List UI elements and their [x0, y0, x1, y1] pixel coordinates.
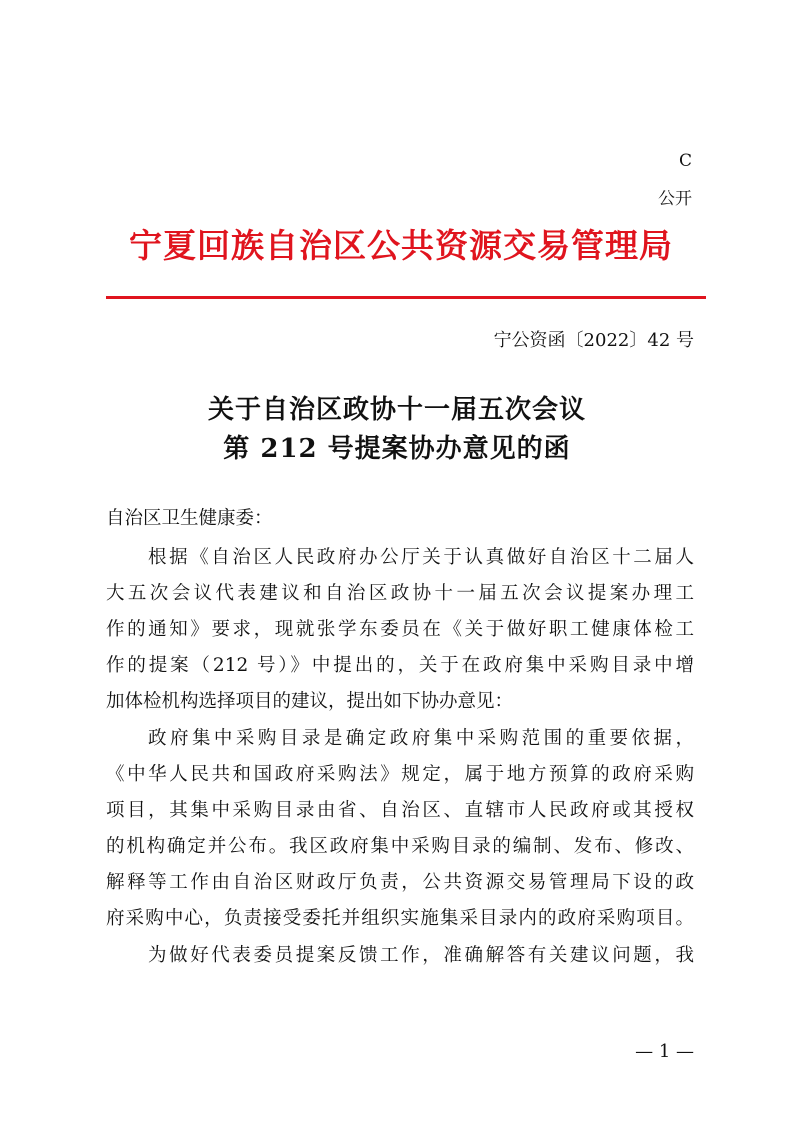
classification-level: C: [678, 151, 692, 171]
issuing-agency-header: 宁夏回族自治区公共资源交易管理局: [129, 226, 673, 265]
document-title-line-2: 第 212 号提案协办意见的函: [223, 434, 571, 464]
salutation: 自治区卫生健康委：: [106, 508, 273, 529]
paragraph-2-line-2: 《中华人民共和国政府采购法》规定，属于地方预算的政府采购: [106, 764, 694, 785]
paragraph-1-line-2: 大五次会议代表建议和自治区政协十一届五次会议提案办理工: [106, 583, 694, 604]
paragraph-2-line-3: 项目，其集中采购目录由省、自治区、直辖市人民政府或其授权: [106, 800, 694, 821]
paragraph-3-line-1: 为做好代表委员提案反馈工作，准确解答有关建议问题，我: [148, 945, 694, 966]
document-title-line-1: 关于自治区政协十一届五次会议: [207, 395, 586, 425]
paragraph-1-line-3: 作的通知》要求，现就张学东委员在《关于做好职工健康体检工: [106, 619, 694, 640]
paragraph-1-line-4: 作的提案（212 号）》中提出的，关于在政府集中采购目录中增: [106, 655, 694, 676]
document-number: 宁公资函〔2022〕42 号: [493, 330, 694, 351]
page-number: — 1 —: [635, 1041, 694, 1062]
paragraph-2-line-1: 政府集中采购目录是确定政府集中采购范围的重要依据，: [148, 728, 694, 749]
paragraph-2-line-5: 解释等工作由自治区财政厅负责，公共资源交易管理局下设的政: [106, 872, 694, 893]
paragraph-2-line-4: 的机构确定并公布。我区政府集中采购目录的编制、发布、修改、: [106, 836, 694, 857]
disclosure-status: 公开: [658, 189, 692, 209]
paragraph-1-line-5: 加体检机构选择项目的建议，提出如下协办意见：: [106, 691, 514, 712]
paragraph-1-line-1: 根据《自治区人民政府办公厅关于认真做好自治区十二届人: [148, 547, 694, 568]
red-header-rule: [106, 296, 706, 299]
paragraph-2-line-6: 府采购中心，负责接受委托并组织实施集采目录内的政府采购项目。: [106, 908, 694, 929]
